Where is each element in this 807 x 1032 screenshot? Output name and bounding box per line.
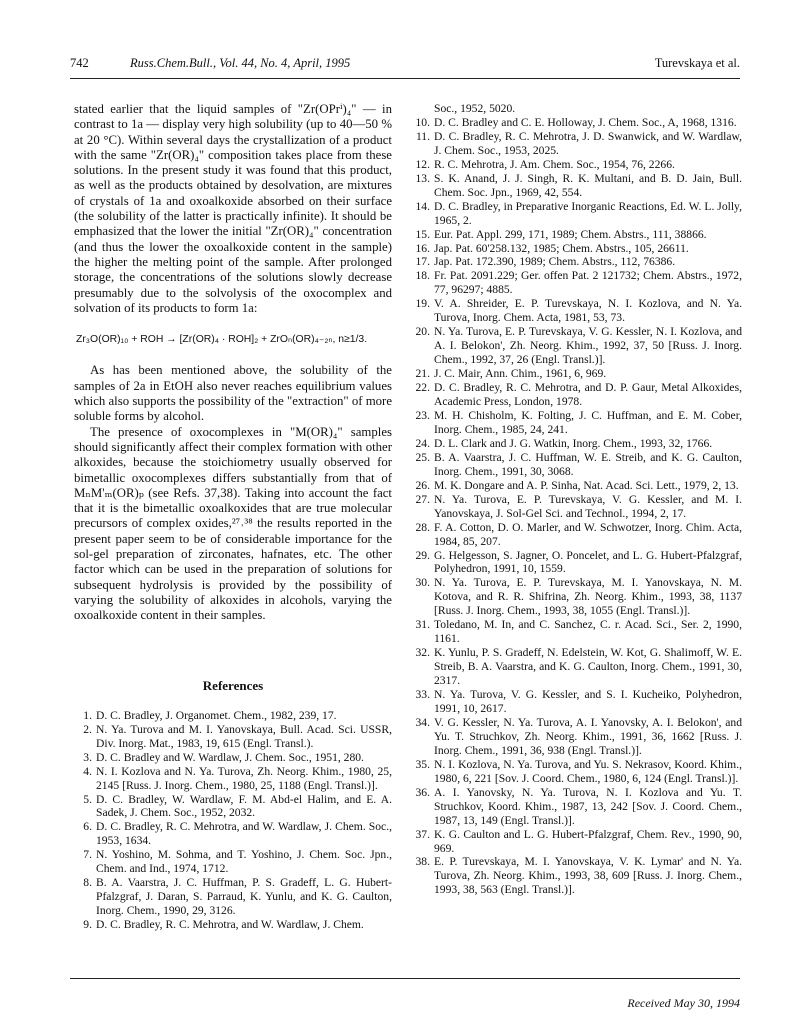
journal-citation: Russ.Chem.Bull., Vol. 44, No. 4, April, 1995	[130, 56, 351, 70]
reference-text: Soc., 1952, 5020.	[434, 102, 516, 115]
reference-entry	[74, 793, 392, 821]
running-authors: Turevskaya et al.	[654, 56, 740, 70]
reference-text: D. C. Bradley, in Preparative Inorganic Reactions, Ed. W. L. Jolly, 1965, 2.	[434, 199, 742, 227]
reference-entry	[412, 172, 742, 200]
reference-text: E. P. Turevskaya, M. I. Yanovskaya, V. K. Lymar' and N. Ya. Turova, Zh. Neorg. Khim., 1993, 38, 609 [Russ. J. Inorg. Chem., 1993, 38, 563 (Engl. Transl.)].	[434, 855, 742, 897]
reference-entry	[412, 325, 742, 367]
reference-number: 13.	[415, 171, 430, 185]
reference-entry	[74, 820, 392, 848]
reference-entry	[74, 876, 392, 918]
reference-entry	[412, 228, 742, 242]
reference-text: N. Ya. Turova, E. P. Turevskaya, V. G. Kessler, and M. I. Yanovskaya, J. Sol-Gel Sci. and Technol., 1994, 2, 17.	[434, 492, 742, 520]
reference-entry	[412, 451, 742, 479]
reference-text: A. I. Yanovsky, N. Ya. Turova, N. I. Kozlova and Yu. T. Struchkov, Koord. Khim., 1987, 13, 242 [Sov. J. Coord. Chem., 1987, 13, 149 (Engl. Transl.)].	[434, 785, 742, 827]
reference-entry	[74, 765, 392, 793]
reference-text: M. H. Chisholm, K. Folting, J. C. Huffman, and E. M. Cober, Inorg. Chem., 1985, 24, 241.	[434, 408, 742, 436]
reference-entry	[412, 549, 742, 577]
reference-number: 15.	[415, 227, 430, 241]
reference-text: N. I. Kozlova, N. Ya. Turova, and Yu. S. Nekrasov, Koord. Khim., 1980, 6, 221 [Sov. J. Coord. Chem., 1980, 6, 124 (Engl. Transl.)].	[434, 757, 742, 785]
footer-rule	[70, 978, 740, 979]
reference-number: 9.	[83, 918, 92, 932]
reference-entry	[412, 158, 742, 172]
reference-text: R. C. Mehrotra, J. Am. Chem. Soc., 1954, 76, 2266.	[434, 157, 675, 171]
reference-entry	[412, 855, 742, 897]
left-column	[74, 102, 392, 932]
reference-number: 1.	[83, 708, 92, 722]
reference-number: 7.	[83, 848, 92, 862]
reference-text: F. A. Cotton, D. O. Marler, and W. Schwotzer, Inorg. Chim. Acta, 1984, 85, 207.	[434, 520, 742, 548]
reference-text: Toledano, M. In, and C. Sanchez, C. r. Acad. Sci., Ser. 2, 1990, 1161.	[434, 618, 742, 646]
reference-text: N. Ya. Turova and M. I. Yanovskaya, Bull. Acad. Sci. USSR, Div. Inorg. Mat., 1983, 19, 615 (Engl. Transl.).	[96, 722, 392, 750]
reference-number: 12.	[415, 157, 430, 171]
header-rule	[70, 78, 740, 79]
reference-number	[412, 102, 434, 116]
reference-text: M. K. Dongare and A. P. Sinha, Nat. Acad. Sci. Lett., 1979, 2, 13.	[434, 478, 739, 492]
reference-text: K. G. Caulton and L. G. Hubert-Pfalzgraf, Chem. Rev., 1990, 90, 969.	[434, 827, 742, 855]
reference-text: N. Ya. Turova, E. P. Turevskaya, V. G. Kessler, N. I. Kozlova, and A. I. Belokon', Zh. Neorg. Khim., 1992, 37, 50 [Russ. J. Inorg. Chem., 1992, 37, 26 (Engl. Transl.)].	[434, 325, 742, 367]
reference-text: Eur. Pat. Appl. 299, 171, 1989; Chem. Abstrs., 111, 38866.	[434, 227, 707, 241]
reference-number: 19.	[415, 297, 430, 311]
reference-number: 8.	[83, 876, 92, 890]
reference-text: V. G. Kessler, N. Ya. Turova, A. I. Yanovsky, A. I. Belokon', and Yu. T. Struchkov, Zh. Neorg. Khim., 1991, 36, 1662 [Russ. J. Inorg. Chem., 1991, 36, 938 (Engl. Transl.)].	[434, 715, 742, 757]
reference-number: 22.	[415, 381, 430, 395]
reference-entry	[74, 709, 392, 723]
reference-number: 21.	[415, 367, 430, 381]
reference-number: 3.	[83, 750, 92, 764]
reference-number: 37.	[415, 827, 430, 841]
reference-text: D. C. Bradley, R. C. Mehrotra, and D. P. Gaur, Metal Alkoxides, Academic Press, London, 1978.	[434, 381, 742, 409]
reference-entry	[412, 242, 742, 256]
page-number: 742	[70, 56, 89, 70]
reference-text: V. A. Shreider, E. P. Turevskaya, N. I. Kozlova, and N. Ya. Turova, Inorg. Chem. Acta, 1981, 53, 73.	[434, 297, 742, 325]
running-header	[70, 56, 740, 74]
reference-text: D. L. Clark and J. G. Watkin, Inorg. Chem., 1993, 32, 1766.	[434, 436, 713, 450]
reference-number: 11.	[415, 129, 430, 143]
reference-number: 38.	[415, 855, 430, 869]
reference-list-right	[412, 102, 742, 897]
reference-entry	[412, 688, 742, 716]
body-paragraph: As has been mentioned above, the solubility of the samples of 2a in EtOH also never reaches equilibrium values which also supports the possibility of the "extraction" of more soluble forms by alcohol.	[74, 363, 392, 424]
reference-number: 16.	[415, 241, 430, 255]
reference-number: 6.	[83, 820, 92, 834]
reference-number: 10.	[415, 115, 430, 129]
reference-entry	[412, 297, 742, 325]
reference-text: D. C. Bradley and W. Wardlaw, J. Chem. Soc., 1951, 280.	[96, 750, 364, 764]
reference-text: D. C. Bradley, R. C. Mehrotra, J. D. Swanwick, and W. Wardlaw, J. Chem. Soc., 1953, 2025.	[434, 129, 742, 157]
reference-number: 34.	[415, 715, 430, 729]
reference-entry	[412, 716, 742, 758]
reference-entry	[412, 381, 742, 409]
reference-entry	[412, 409, 742, 437]
reference-text: N. Yoshino, M. Sohma, and T. Yoshino, J. Chem. Soc. Jpn., Chem. and Ind., 1974, 1712.	[96, 848, 392, 876]
reference-text: D. C. Bradley, W. Wardlaw, F. M. Abd-el Halim, and E. A. Sadek, J. Chem. Soc., 1952, 2032.	[96, 792, 392, 820]
reference-number: 23.	[415, 408, 430, 422]
reference-number: 5.	[83, 792, 92, 806]
reference-number: 30.	[415, 576, 430, 590]
reference-entry	[412, 130, 742, 158]
reference-text: D. C. Bradley, R. C. Mehrotra, and W. Wardlaw, J. Chem. Soc., 1953, 1634.	[96, 820, 392, 848]
reference-entry	[74, 918, 392, 932]
reference-entry	[412, 646, 742, 688]
reference-number: 14.	[415, 199, 430, 213]
reference-number: 36.	[415, 785, 430, 799]
reference-number: 4.	[83, 764, 92, 778]
reference-number: 17.	[415, 255, 430, 269]
reference-number: 18.	[415, 269, 430, 283]
reference-entry	[412, 758, 742, 786]
reference-text: N. Ya. Turova, E. P. Turevskaya, M. I. Yanovskaya, N. M. Kotova, and R. R. Shifrina, Zh. Neorg. Khim., 1993, 38, 1137 [Russ. J. Inorg. Chem., 1993, 38, 1055 (Engl. Transl.)].	[434, 576, 742, 618]
reference-text: Jap. Pat. 172.390, 1989; Chem. Abstrs., 112, 76386.	[434, 255, 676, 269]
reference-text: B. A. Vaarstra, J. C. Huffman, W. E. Streib, and K. G. Caulton, Inorg. Chem., 1991, 30, 3068.	[434, 450, 742, 478]
received-date: Received May 30, 1994	[627, 996, 740, 1010]
reference-text: D. C. Bradley, R. C. Mehrotra, and W. Wardlaw, J. Chem.	[96, 918, 364, 932]
reference-number: 33.	[415, 688, 430, 702]
reference-text: B. A. Vaarstra, J. C. Huffman, P. S. Gradeff, L. G. Hubert-Pfalzgraf, J. Daran, S. Parraud, K. Yunlu, and K. G. Caulton, Inorg. Chem., 1990, 29, 3126.	[96, 876, 392, 918]
reference-text: N. Ya. Turova, V. G. Kessler, and S. I. Kucheiko, Polyhedron, 1991, 10, 2617.	[434, 688, 742, 715]
reference-number: 25.	[415, 450, 430, 464]
reference-entry	[74, 751, 392, 765]
reference-number: 28.	[415, 520, 430, 534]
right-column	[412, 102, 742, 897]
reference-entry	[412, 437, 742, 451]
reference-entry	[74, 848, 392, 876]
reference-entry	[412, 618, 742, 646]
reference-number: 24.	[415, 436, 430, 450]
reference-entry	[412, 269, 742, 297]
reference-text: D. C. Bradley, J. Organomet. Chem., 1982, 239, 17.	[96, 708, 337, 722]
reference-text: N. I. Kozlova and N. Ya. Turova, Zh. Neorg. Khim., 1980, 25, 2145 [Russ. J. Inorg. Chem., 1980, 25, 1188 (Engl. Transl.)].	[96, 764, 392, 792]
reference-number: 26.	[415, 478, 430, 492]
reference-text: S. K. Anand, J. J. Singh, R. K. Multani, and B. D. Jain, Bull. Chem. Soc. Jpn., 1969, 42, 554.	[434, 171, 742, 199]
reaction-equation: Zr₃O(OR)₁₀ + ROH → [Zr(OR)₄ · ROH]₂ + ZrOₙ(OR)₄₋₂ₙ, n≥1/3.	[76, 334, 368, 346]
reference-list-left	[74, 709, 392, 932]
body-paragraph: stated earlier that the liquid samples of "Zr(OPrⁱ)₄" — in contrast to 1a — display very high solubility (up to 40—50 % at 20 °C). Within several days the crystallization of a product with the same "Zr(OR)₄" composition takes place from these solutions. In the present study it was found that this product, as well as the products obtained by desolvation, are mixtures of crystals of 1a and oxoalkoxide absorbed on their surface (the solubility of the latter is practically infinite). It should be emphasized that the lower the initial "Zr(OR)₄" concentration (and thus the lower the oxoalkoxide content in the sample) the higher the melting point of the sample. After prolonged storage, the concentrations of the solutions slowly decrease presumably due to the solvolysis of the oxocomplex and solvation of its products to form 1a:	[74, 102, 392, 315]
reference-number: 2.	[83, 722, 92, 736]
reference-number: 31.	[415, 618, 430, 632]
reference-entry	[412, 786, 742, 828]
reference-entry	[412, 367, 742, 381]
reference-text: Fr. Pat. 2091.229; Ger. offen Pat. 2 121732; Chem. Abstrs., 1972, 77, 96297; 4885.	[434, 269, 742, 297]
reference-number: 27.	[415, 492, 430, 506]
references-heading: References	[202, 677, 264, 693]
reference-text: K. Yunlu, P. S. Gradeff, N. Edelstein, W. Kot, G. Shalimoff, W. E. Streib, B. A. Vaarstra, and K. G. Caulton, Inorg. Chem., 1991, 30, 2317.	[434, 646, 742, 688]
reference-text: Jap. Pat. 60'258.132, 1985; Chem. Abstrs., 105, 26611.	[434, 241, 689, 255]
reference-entry	[412, 200, 742, 228]
reference-entry	[412, 116, 742, 130]
reference-entry	[412, 255, 742, 269]
reference-number: 20.	[415, 325, 430, 339]
reference-entry	[74, 723, 392, 751]
reference-text: G. Helgesson, S. Jagner, O. Poncelet, and L. G. Hubert-Pfalzgraf, Polyhedron, 1991, 10, 1559.	[434, 548, 742, 576]
body-paragraph: The presence of oxocomplexes in "M(OR)₄" samples should significantly affect their complex formation with other alkoxides, because the stoichiometry usually observed for bimetallic oxocomplexes differs substantially from that of MₙM'ₘ(OR)ₚ (see Refs. 37,38). Taking into account the fact that it is the bimetallic oxoalkoxides that are true molecular precursors of complex oxides,²⁷˒³⁸ the results reported in the present paper seem to be of considerable importance for the sol-gel preparation of zirconates, hafnates, etc. The other factor which can be used in the preparation of solutions for subsequent hydrolysis is provided by the possibility of varying the solubility of alkoxides in alcohols, varying the oxoalkoxide content in their samples.	[74, 424, 392, 623]
reference-entry	[412, 493, 742, 521]
reference-entry	[412, 102, 742, 116]
reference-text: D. C. Bradley and C. E. Holloway, J. Chem. Soc., A, 1968, 1316.	[434, 115, 737, 129]
reference-number: 32.	[415, 646, 430, 660]
reference-entry	[412, 479, 742, 493]
reference-text: J. C. Mair, Ann. Chim., 1961, 6, 969.	[434, 367, 607, 381]
reference-entry	[412, 828, 742, 856]
reference-entry	[412, 521, 742, 549]
reference-number: 29.	[415, 548, 430, 562]
reference-number: 35.	[415, 757, 430, 771]
reference-entry	[412, 576, 742, 618]
